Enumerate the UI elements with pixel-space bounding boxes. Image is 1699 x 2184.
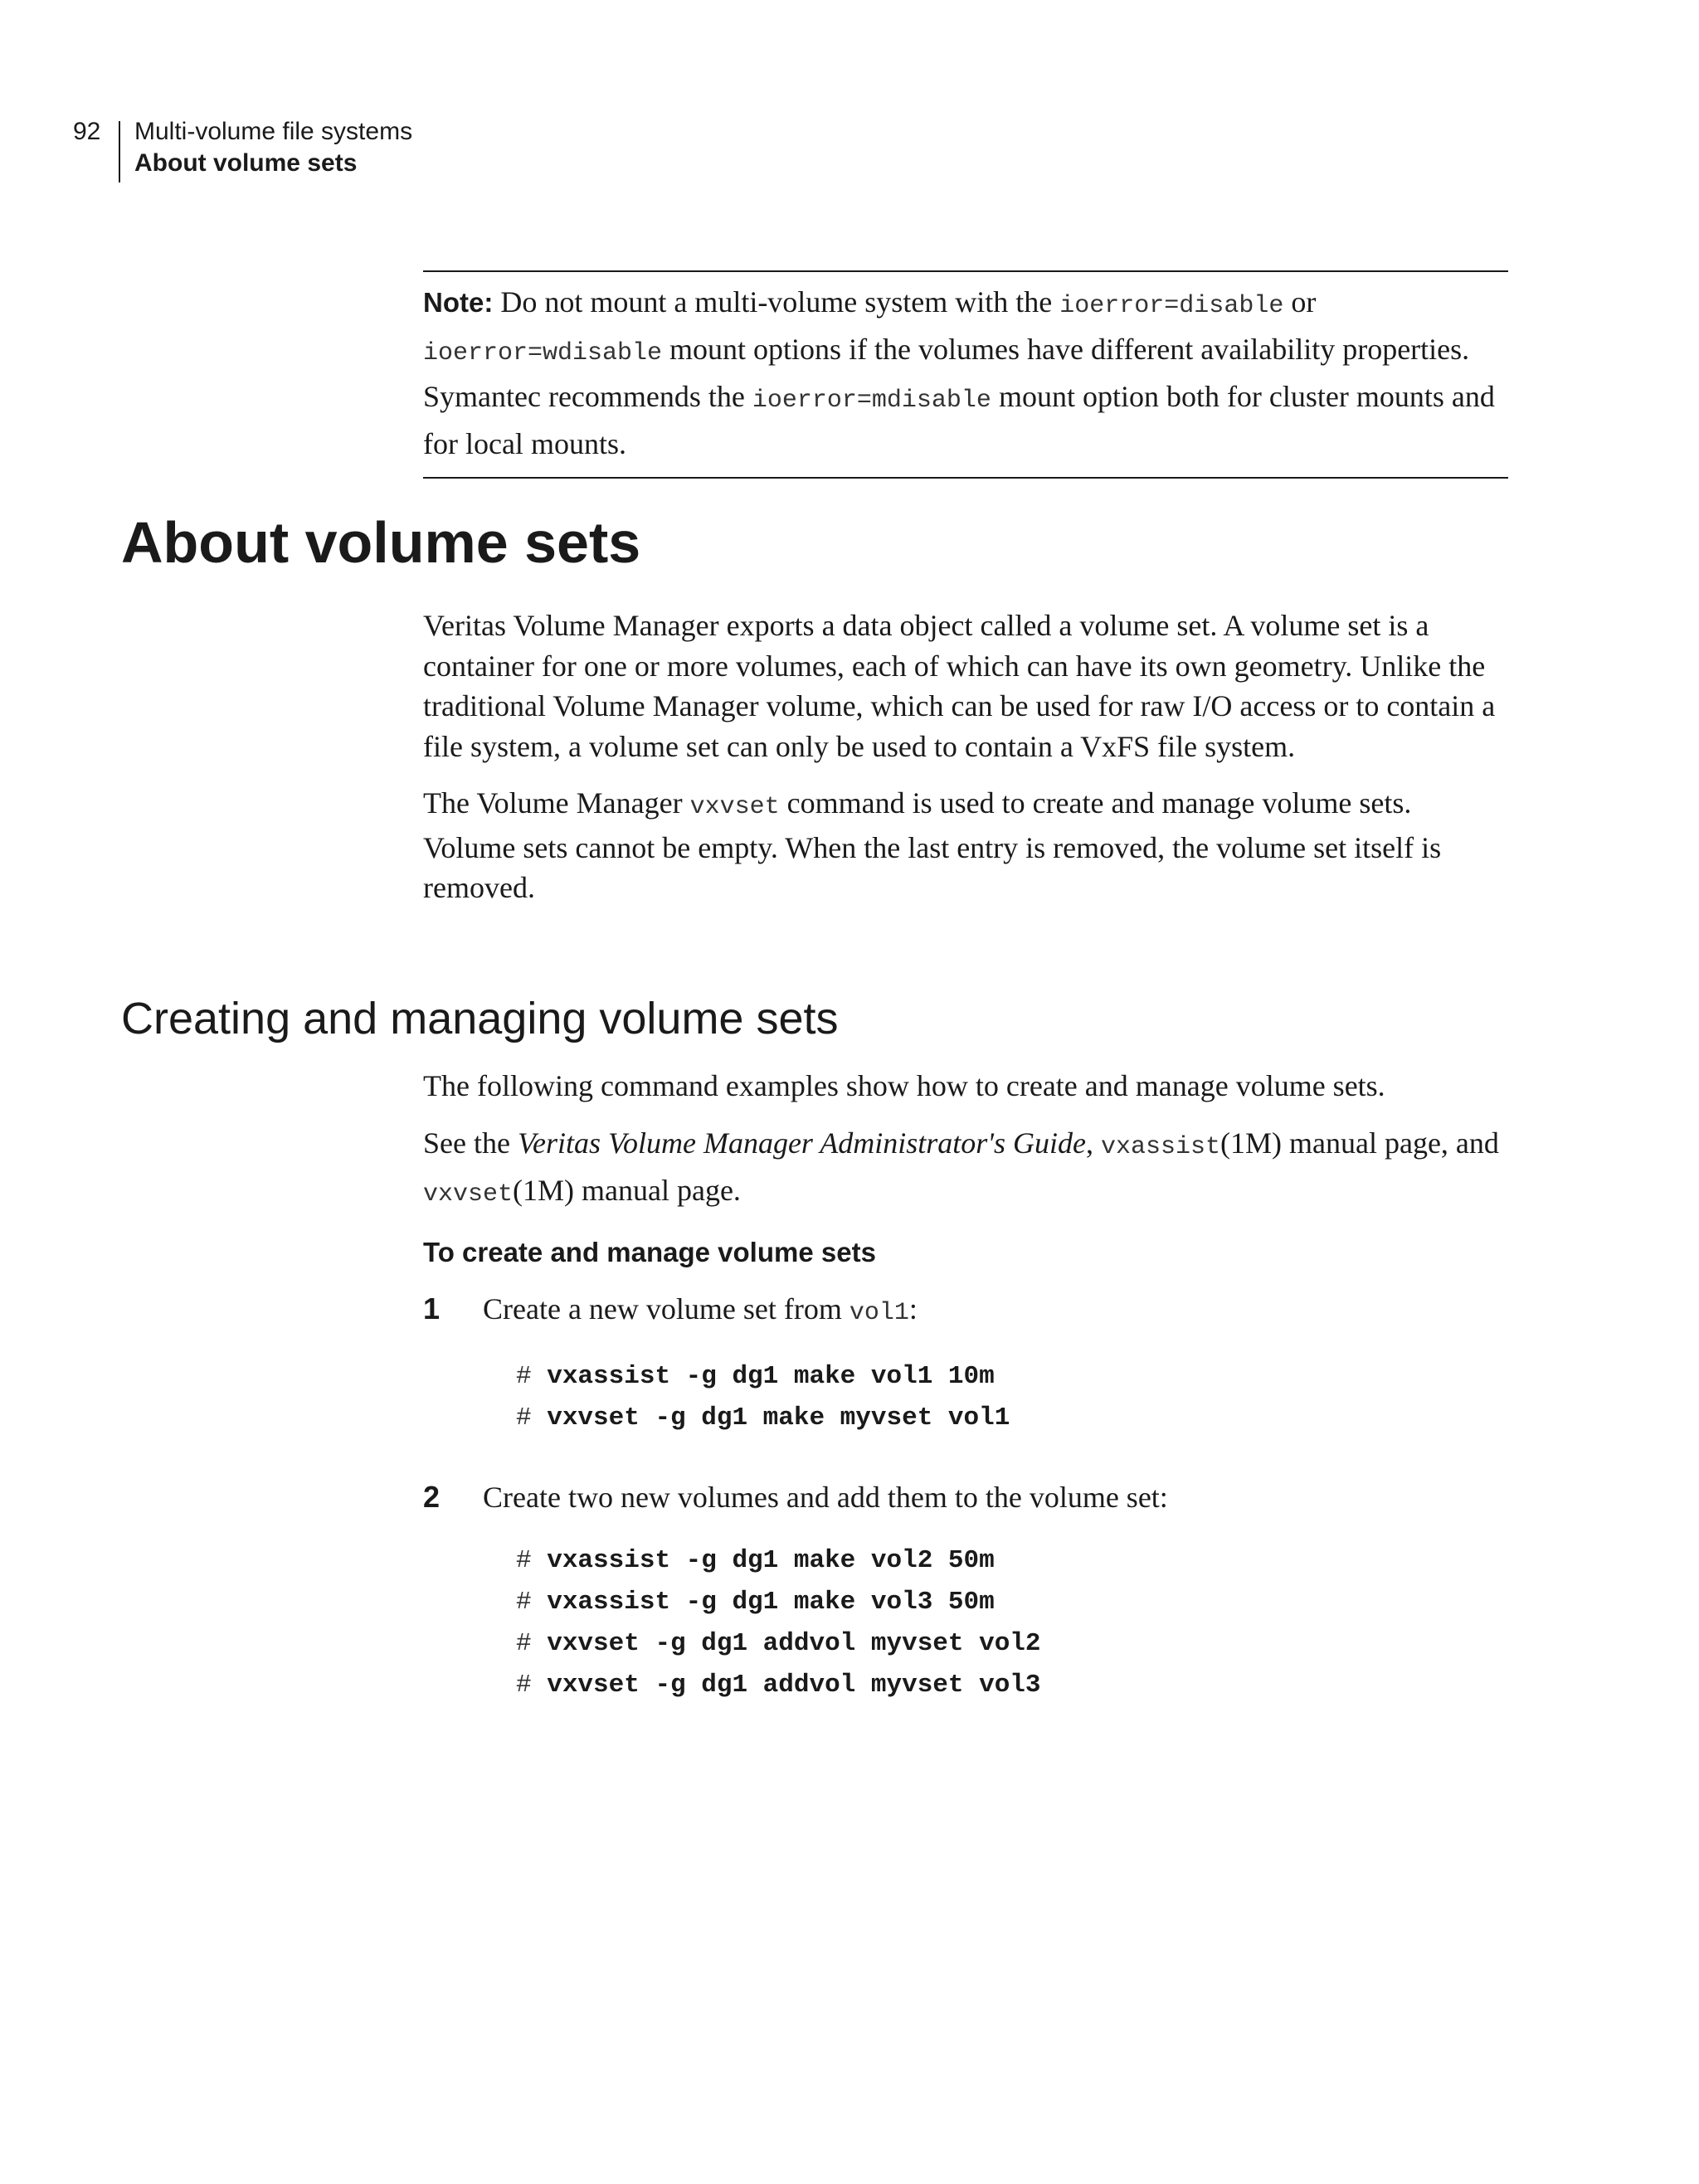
shell-command: vxassist -g dg1 make vol3 50m — [547, 1587, 995, 1617]
about-paragraph-2-text-1: The Volume Manager — [423, 786, 690, 820]
procedure-step-2 — [423, 1477, 1510, 1706]
code-vxassist: vxassist — [1101, 1132, 1221, 1161]
step-1-code-vol1: vol1 — [849, 1298, 909, 1327]
shell-prompt: # — [516, 1587, 532, 1617]
code-vxvset: vxvset — [423, 1180, 514, 1209]
shell-prompt: # — [516, 1403, 532, 1432]
creating-intro-2 — [423, 1121, 1510, 1216]
shell-prompt: # — [516, 1670, 532, 1700]
section-title-about-volume-sets: About volume sets — [121, 510, 641, 575]
shell-prompt: # — [516, 1628, 532, 1658]
note-code-ioerror-disable: ioerror=disable — [1059, 292, 1284, 320]
procedure-title: To create and manage volume sets — [423, 1236, 876, 1267]
step-text — [483, 1289, 1510, 1333]
running-head-text — [134, 116, 412, 179]
code-line — [516, 1665, 1510, 1706]
step-1-text-end: : — [908, 1291, 918, 1325]
code-line — [516, 1582, 1510, 1623]
note-code-ioerror-mdisable: ioerror=mdisable — [752, 387, 991, 415]
step-1-text: Create a new volume set from — [483, 1291, 850, 1325]
running-head-divider — [119, 121, 120, 182]
note-text-3: mount options if the volumes have different availability properties. Symantec recommends the — [423, 333, 1470, 413]
code-line — [516, 1356, 1510, 1398]
step-1-code-block — [516, 1356, 1510, 1439]
creating-intro-2-text-4: (1M) manual page. — [513, 1173, 741, 1207]
about-volume-sets-body — [423, 606, 1510, 908]
about-paragraph-1: Veritas Volume Manager exports a data object called a volume set. A volume set is a container for one or more volumes, each of which can have its own geometry. Unlike the traditional Volume Manager volume, which can be used for raw I/O access or to contain a file system, a volume set can only be used to contain a VxFS file system. — [423, 609, 1496, 763]
guide-title-reference: Veritas Volume Manager Administrator's Guide — [517, 1126, 1086, 1160]
creating-intro-2-text-1: See the — [423, 1126, 518, 1160]
shell-command: vxvset -g dg1 addvol myvset vol2 — [547, 1628, 1041, 1658]
about-paragraph-2 — [423, 783, 1510, 908]
note-text-2: or — [1283, 285, 1317, 319]
running-head-chapter: Multi-volume file systems — [134, 118, 413, 145]
subsection-title-creating-managing: Creating and managing volume sets — [121, 994, 839, 1043]
shell-prompt: # — [516, 1361, 532, 1391]
note-text-1: Do not mount a multi-volume system with the — [493, 285, 1060, 319]
code-line — [516, 1398, 1510, 1439]
code-line — [516, 1623, 1510, 1665]
note-box — [423, 270, 1508, 479]
shell-command: vxassist -g dg1 make vol1 10m — [547, 1361, 995, 1391]
creating-managing-body — [423, 1066, 1510, 1706]
step-number: 2 — [423, 1479, 441, 1514]
step-2-text: Create two new volumes and add them to the volume set: — [483, 1480, 1168, 1514]
step-2-code-block — [516, 1540, 1510, 1706]
note-code-ioerror-wdisable: ioerror=wdisable — [423, 339, 663, 367]
about-paragraph-2-text-2: command is used to create and manage volume sets. Volume sets cannot be empty. When the last entry is removed, the volume set itself is removed. — [423, 786, 1442, 904]
note-text-4: mount option both for cluster mounts and for local mounts. — [423, 380, 1495, 460]
page-number: 92 — [73, 118, 101, 145]
note-label: Note: — [423, 287, 494, 318]
creating-intro-2-text-3: (1M) manual page, and — [1220, 1126, 1499, 1160]
step-number: 1 — [423, 1291, 441, 1325]
creating-intro-1: The following command examples show how to create and manage volume sets. — [423, 1069, 1385, 1102]
running-head-section: About volume sets — [134, 149, 358, 177]
shell-command: vxvset -g dg1 make myvset vol1 — [547, 1403, 1010, 1432]
shell-prompt: # — [516, 1545, 532, 1575]
code-line — [516, 1540, 1510, 1582]
creating-intro-2-text-2: , — [1086, 1126, 1101, 1160]
shell-command: vxvset -g dg1 addvol myvset vol3 — [547, 1670, 1041, 1700]
shell-command: vxassist -g dg1 make vol2 50m — [547, 1545, 995, 1575]
procedure-step-1 — [423, 1289, 1510, 1439]
about-code-vxvset: vxvset — [689, 793, 780, 821]
